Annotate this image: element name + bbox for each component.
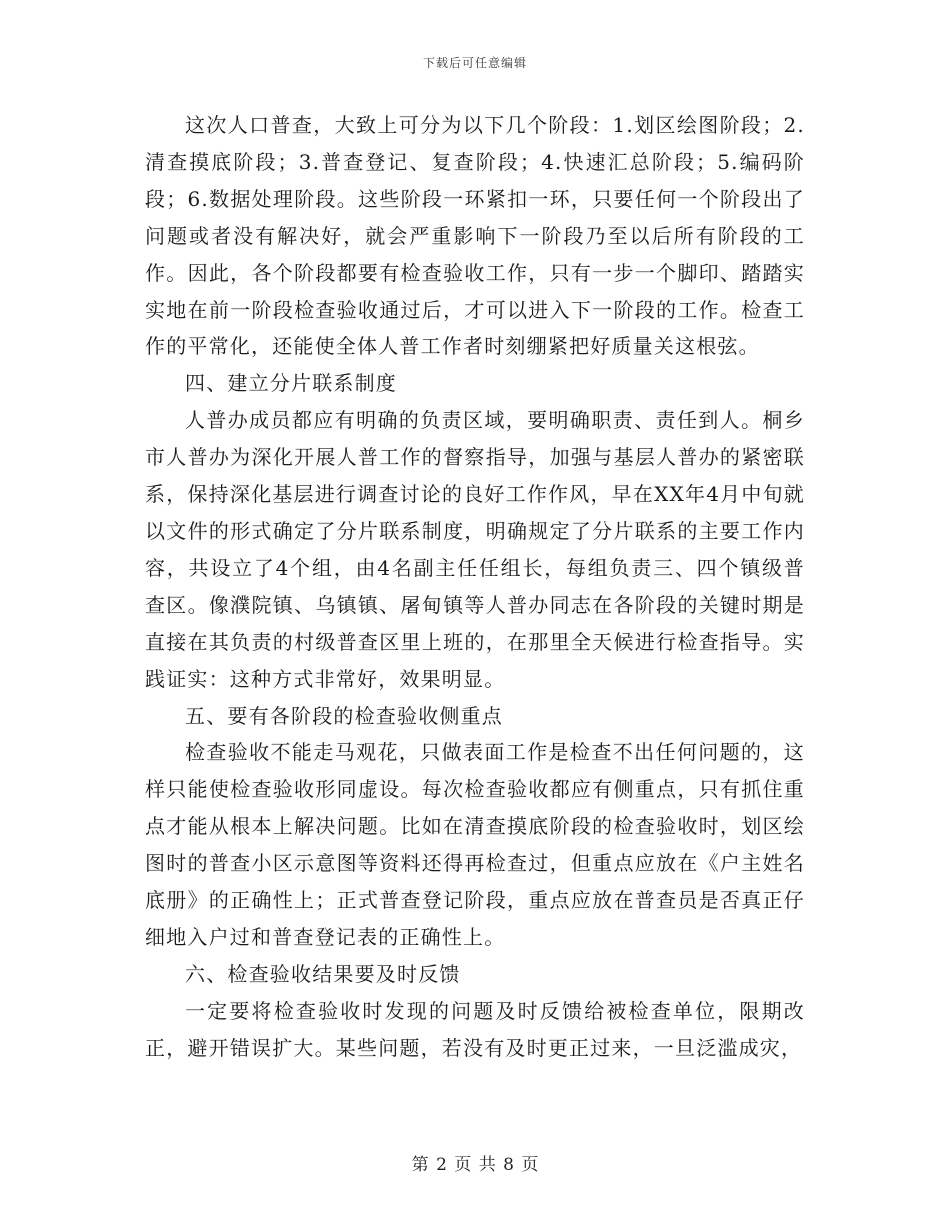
section-heading-5: 五、要有各阶段的检查验收侧重点	[185, 703, 503, 728]
document-body	[145, 107, 805, 1067]
paragraph-feedback: 一定要将检查验收时发现的问题及时反馈给被检查单位，限期改正，避开错误扩大。某些问题，若没有及时更正过来，一旦泛滥成灾，	[145, 998, 805, 1060]
page-header: 下载后可任意编辑	[422, 56, 527, 70]
page-number: 第 2 页 共 8 页	[411, 1155, 539, 1175]
section-heading-6: 六、检查验收结果要及时反馈	[185, 961, 461, 986]
section-heading-4: 四、建立分片联系制度	[185, 371, 397, 396]
paragraph-contact-system: 人普办成员都应有明确的负责区域，要明确职责、责任到人。桐乡市人普办为深化开展人普工作的督察指导，加强与基层人普办的紧密联系，保持深化基层进行调查讨论的良好工作作风，早在XX年4月中旬就以文件的形式确定了分片联系制度，明确规定了分片联系的主要工作内容，共设立了4个组，由4名副主任任组长，每组负责三、四个镇级普查区。像濮院镇、乌镇镇、屠甸镇等人普办同志在各阶段的关键时期是直接在其负责的村级普查区里上班的，在那里全天候进行检查指导。实践证实：这种方式非常好，效果明显。	[145, 408, 805, 691]
paragraph-stages: 这次人口普查，大致上可分为以下几个阶段：1.划区绘图阶段；2.清查摸底阶段；3.普查登记、复查阶段；4.快速汇总阶段；5.编码阶段；6.数据处理阶段。这些阶段一环紧扣一环，只要任何一个阶段出了问题或者没有解决好，就会严重影响下一阶段乃至以后所有阶段的工作。因此，各个阶段都要有检查验收工作，只有一步一个脚印、踏踏实实地在前一阶段检查验收通过后，才可以进入下一阶段的工作。检查工作的平常化，还能使全体人普工作者时刻绷紧把好质量关这根弦。	[145, 113, 805, 359]
paragraph-focus-points: 检查验收不能走马观花，只做表面工作是检查不出任何问题的，这样只能使检查验收形同虚设。每次检查验收都应有侧重点，只有抓住重点才能从根本上解决问题。比如在清查摸底阶段的检查验收时，划区绘图时的普查小区示意图等资料还得再检查过，但重点应放在《户主姓名底册》的正确性上；正式普查登记阶段，重点应放在普查员是否真正仔细地入户过和普查登记表的正确性上。	[145, 740, 805, 949]
